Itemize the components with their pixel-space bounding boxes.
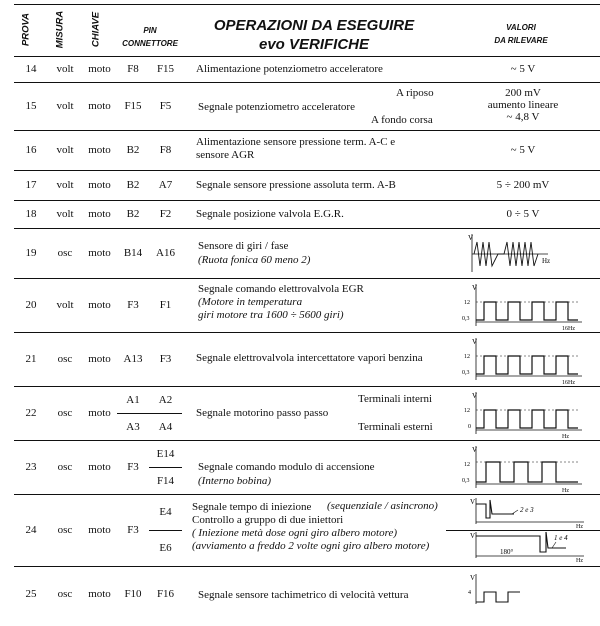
cell-misura: volt [56,100,74,112]
cell-chiave: moto [88,100,111,112]
cell-pin-b: E14 [156,447,175,460]
svg-text:12: 12 [464,354,470,360]
header-title: OPERAZIONI DA ESEGUIRE evo VERIFICHE [213,17,415,53]
top-border [14,4,600,7]
header-pin: PIN CONNETTORE [122,26,178,48]
cell-operation: Segnale posizione valvola E.G.R. [196,208,344,220]
square-waveform-graph [454,390,594,438]
square-waveform-graph [454,336,594,384]
cell-pin-b2: F14 [156,474,175,487]
cell-pin-b: A7 [158,179,173,191]
svg-text:V: V [472,284,478,292]
svg-text:16Hz: 16Hz [562,380,575,384]
cell-chiave: moto [88,588,111,600]
cell-chiave: moto [88,247,111,259]
cell-operation-note: (Ruota fonica 60 meno 2) [198,254,311,266]
table-row [14,566,600,626]
svg-text:16Hz: 16Hz [562,326,575,330]
cell-value: 5 ÷ 200 mV [496,179,550,191]
cell-operation: Segnale potenziometro acceleratore [198,101,355,113]
cell-misura: volt [56,179,74,191]
cell-misura: osc [57,353,73,365]
cell-chiave: moto [88,299,111,311]
cell-prova: 21 [25,353,37,365]
note-terminali-esterni: Terminali esterni [358,421,433,433]
note-a-riposo: A riposo [396,87,434,99]
cell-pin-a: F15 [124,100,142,112]
cell-pin-a: B14 [123,247,143,259]
cell-prova: 23 [25,461,37,473]
cell-pin-a: B2 [126,179,140,191]
cell-value: ~ 5 V [510,63,536,75]
svg-text:V: V [472,392,478,400]
header-valori: VALORI DA RILEVARE [494,23,548,45]
header-misura: MISURA [54,10,66,49]
cell-operation: Sensore di giri / fase [198,240,289,252]
cell-prova: 15 [25,100,37,112]
table-row [14,82,600,131]
cell-misura: volt [56,299,74,311]
cell-operation: Segnale tempo di iniezione Controllo a gruppo di due iniettori [192,501,344,526]
cell-prova: 25 [25,588,37,600]
cell-prova: 18 [25,208,37,220]
cell-operation-note: (Motore in temperatura giri motore tra 1600 ÷ 5600 giri) [198,296,344,321]
cell-pin-b: A16 [156,247,175,259]
sine-waveform-graph [468,232,558,274]
table-row [14,170,600,201]
cell-chiave: moto [88,524,111,536]
cell-prova: 14 [25,63,37,75]
cell-chiave: moto [88,407,111,419]
svg-text:V: V [472,446,478,454]
cell-misura: osc [57,588,73,600]
note-a-fondo-corsa: A fondo corsa [371,114,433,126]
cell-pin-a: F3 [127,299,139,311]
svg-text:V: V [470,574,476,582]
cell-operation: Segnale motorino passo passo [196,407,329,419]
cell-operation: Segnale elettrovalvola intercettatore vapori benzina [196,352,423,364]
cell-operation: Alimentazione sensore pressione term. A-C e sensore AGR [196,136,396,161]
svg-text:Hz: Hz [576,558,583,564]
cell-pin-b: A2 [158,393,173,406]
cell-operation-note: (Interno bobina) [198,475,272,487]
cell-misura: osc [57,524,73,536]
svg-text:180°: 180° [500,548,514,556]
cell-pin-a: A13 [123,353,143,365]
cell-prova: 22 [25,407,37,419]
cell-pin-b: F2 [159,208,172,220]
cell-value: 0 ÷ 5 V [506,208,540,220]
svg-text:2 e 3: 2 e 3 [520,506,534,514]
injection-waveform-graph [454,496,594,530]
cell-pin-b: F1 [159,299,172,311]
svg-text:V: V [470,498,476,506]
note-terminali-interni: Terminali interni [358,393,433,405]
header-chiave: CHIAVE [90,11,102,48]
cell-pin-b: E4 [159,506,172,518]
cell-misura: osc [57,461,73,473]
cell-chiave: moto [88,353,111,365]
square-waveform-graph [454,444,594,492]
graph-y-label: V [468,234,474,242]
cell-pin-a: F8 [127,63,139,75]
cell-operation-note: ( Iniezione metà dose ogni giro albero motore) (avviamento a freddo 2 volte ogni giro albero motore) [192,527,430,552]
header-row [14,4,600,57]
header-prova: PROVA [20,12,32,47]
svg-text:0,3: 0,3 [462,478,470,484]
injection-waveform-graph [454,530,594,564]
table-row [14,228,600,279]
table-row [14,494,600,567]
cell-pin-b: F15 [156,63,175,75]
graph-x-label: Hz [542,257,551,265]
cell-chiave: moto [88,461,111,473]
table-row [14,56,600,83]
cell-chiave: moto [88,179,111,191]
cell-operation-mode: (sequenziale / asincrono) [327,500,438,512]
cell-value: 200 mV aumento lineare ~ 4,8 V [487,87,559,123]
cell-operation: Segnale comando elettrovalvola EGR [198,283,364,295]
svg-text:0,3: 0,3 [462,316,470,322]
cell-pin-b: F5 [159,100,172,112]
table-row [14,278,600,333]
cell-chiave: moto [88,208,111,220]
svg-text:12: 12 [464,462,470,468]
speed-sensor-graph [454,572,594,604]
cell-misura: volt [56,144,74,156]
cell-misura: osc [57,407,73,419]
svg-text:Hz: Hz [562,434,569,438]
table-row [14,200,600,229]
cell-prova: 16 [25,144,37,156]
cell-misura: volt [56,63,74,75]
cell-chiave: moto [88,63,111,75]
svg-text:V: V [470,532,476,540]
cell-misura: volt [56,208,74,220]
cell-pin-a: F10 [124,588,142,600]
svg-text:V: V [472,338,478,346]
table-row [14,332,600,387]
square-waveform-graph [454,282,594,330]
cell-pin-b2: A4 [158,420,173,433]
cell-operation: Segnale sensore pressione assoluta term. A-B [196,179,396,191]
svg-text:Hz: Hz [562,488,569,492]
cell-pin-a: A1 [126,393,140,406]
cell-prova: 20 [25,299,37,311]
cell-prova: 19 [25,247,37,259]
cell-misura: osc [57,247,73,259]
svg-text:Hz: Hz [576,524,583,530]
cell-pin-b: F16 [156,588,175,600]
cell-value: ~ 5 V [510,144,536,156]
svg-text:0: 0 [468,424,471,430]
cell-chiave: moto [88,144,111,156]
cell-pin-a: F3 [127,524,139,536]
value-split-line [446,530,600,531]
cell-pin-a: B2 [126,208,140,220]
svg-text:4: 4 [468,590,471,596]
svg-text:12: 12 [464,408,470,414]
svg-text:12: 12 [464,300,470,306]
cell-pin-a: B2 [126,144,140,156]
cell-pin-a2: A3 [126,420,140,433]
svg-text:0,3: 0,3 [462,370,470,376]
cell-pin-b2: E6 [159,542,172,554]
table-row [14,386,600,441]
cell-prova: 17 [25,179,37,191]
cell-pin-b: F3 [159,353,172,365]
svg-text:1 e 4: 1 e 4 [554,534,568,542]
cell-pin-a: F3 [127,461,139,473]
cell-operation: Segnale sensore tachimetrico di velocità vettura [198,589,409,601]
table-row [14,440,600,495]
cell-pin-b: F8 [159,144,172,156]
cell-operation: Alimentazione potenziometro acceleratore [196,63,383,75]
cell-prova: 24 [25,524,37,536]
table-row [14,130,600,171]
cell-operation: Segnale comando modulo di accensione [198,461,375,473]
